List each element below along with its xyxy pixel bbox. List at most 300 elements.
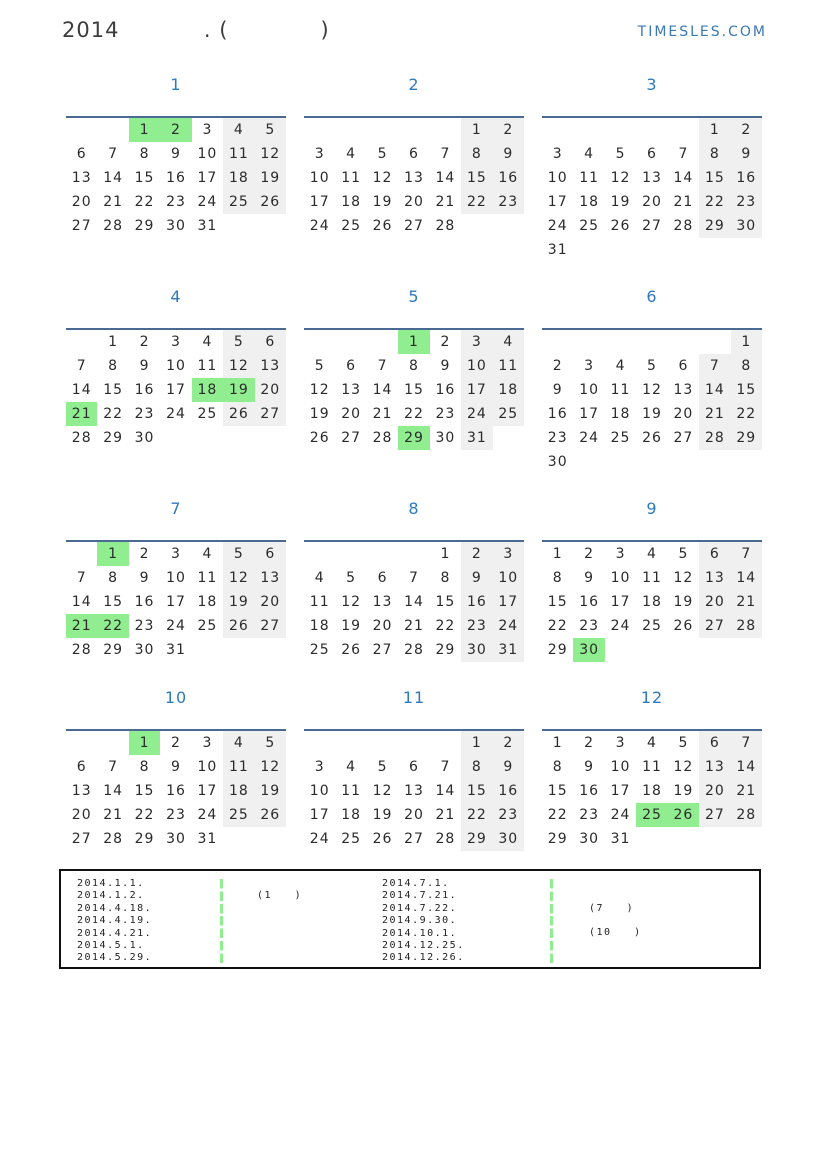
day-cell: 3 bbox=[615, 735, 626, 751]
day-cell: 25 bbox=[341, 218, 362, 234]
day-cell: 18 bbox=[579, 194, 600, 210]
day-cell: 13 bbox=[699, 755, 730, 779]
day-cell: 29 bbox=[134, 831, 155, 847]
day-cell: 15 bbox=[134, 170, 155, 186]
empty-cell bbox=[304, 118, 335, 142]
legend-right-dates bbox=[382, 878, 465, 965]
day-cell: 17 bbox=[197, 170, 218, 186]
legend-label-right-2: (10 ) bbox=[589, 927, 642, 938]
day-cell: 23 bbox=[166, 194, 186, 210]
day-cell: 29 bbox=[547, 831, 568, 847]
day-cell: 26 bbox=[223, 614, 254, 638]
day-cell: 22 bbox=[435, 618, 456, 634]
day-cell: 28 bbox=[404, 642, 424, 658]
legend-date: 2014.9.30. bbox=[382, 915, 458, 927]
day-cell: 18 bbox=[341, 194, 362, 210]
day-cell: 28 bbox=[435, 218, 456, 234]
month-grid bbox=[304, 729, 524, 851]
legend-date: 2014.5.1. bbox=[77, 940, 145, 952]
day-cell: 28 bbox=[699, 426, 730, 450]
day-cell: 5 bbox=[377, 759, 388, 775]
day-cell: 24 bbox=[166, 618, 186, 634]
empty-cell bbox=[66, 118, 97, 142]
month-grid bbox=[542, 328, 762, 474]
empty-cell bbox=[367, 731, 398, 755]
day-cell: 29 bbox=[699, 214, 730, 238]
legend-date: 2014.12.26. bbox=[382, 952, 465, 964]
day-cell: 14 bbox=[103, 783, 124, 799]
day-cell: 26 bbox=[372, 218, 393, 234]
day-cell: 17 bbox=[461, 378, 492, 402]
day-cell: 30 bbox=[493, 827, 524, 851]
day-cell: 2 bbox=[493, 731, 524, 755]
day-cell: 7 bbox=[440, 146, 451, 162]
day-cell: 27 bbox=[404, 218, 424, 234]
day-cell: 19 bbox=[341, 618, 362, 634]
day-cell: 21 bbox=[103, 807, 124, 823]
day-cell: 4 bbox=[314, 570, 325, 586]
legend-date: 2014.7.22. bbox=[382, 902, 458, 914]
day-cell: 12 bbox=[610, 170, 631, 186]
day-cell: 7 bbox=[76, 570, 87, 586]
day-cell: 3 bbox=[493, 542, 524, 566]
day-cell: 31 bbox=[493, 638, 524, 662]
day-cell: 30 bbox=[435, 430, 456, 446]
day-cell: 28 bbox=[673, 218, 694, 234]
month-title: 2 bbox=[408, 75, 420, 94]
day-cell: 22 bbox=[547, 618, 568, 634]
month-grid bbox=[304, 116, 524, 238]
day-cell: 18 bbox=[223, 166, 254, 190]
day-cell: 28 bbox=[731, 614, 762, 638]
day-cell: 26 bbox=[341, 642, 362, 658]
day-cell: 20 bbox=[71, 194, 92, 210]
day-cell: 30 bbox=[166, 218, 186, 234]
day-cell: 2 bbox=[493, 118, 524, 142]
day-cell: 28 bbox=[103, 831, 124, 847]
day-cell: 25 bbox=[579, 218, 600, 234]
day-cell: 4 bbox=[493, 330, 524, 354]
month-title: 7 bbox=[170, 499, 182, 518]
day-cell: 20 bbox=[255, 378, 286, 402]
day-cell: 16 bbox=[579, 594, 600, 610]
day-cell: 4 bbox=[346, 759, 357, 775]
day-cell: 22 bbox=[103, 406, 124, 422]
day-cell: 3 bbox=[314, 146, 325, 162]
day-cell: 23 bbox=[134, 618, 155, 634]
day-cell: 14 bbox=[435, 783, 456, 799]
day-cell: 22 bbox=[97, 614, 128, 638]
day-cell: 10 bbox=[610, 759, 631, 775]
day-cell: 16 bbox=[166, 783, 186, 799]
day-cell: 20 bbox=[699, 779, 730, 803]
day-cell: 26 bbox=[255, 803, 286, 827]
day-cell: 8 bbox=[461, 142, 492, 166]
month-grid bbox=[542, 540, 762, 662]
timesles-logo-link[interactable]: TIMESLES.COM bbox=[637, 24, 767, 40]
day-cell: 8 bbox=[461, 755, 492, 779]
month-title: 11 bbox=[402, 688, 426, 707]
day-cell: 23 bbox=[166, 807, 186, 823]
day-cell: 13 bbox=[71, 170, 92, 186]
day-cell: 29 bbox=[547, 642, 568, 658]
day-cell: 10 bbox=[309, 170, 330, 186]
month-title: 12 bbox=[640, 688, 664, 707]
day-cell: 17 bbox=[309, 807, 330, 823]
day-cell: 22 bbox=[699, 190, 730, 214]
day-cell: 31 bbox=[461, 426, 492, 450]
day-cell: 27 bbox=[699, 803, 730, 827]
day-cell: 21 bbox=[435, 194, 456, 210]
day-cell: 28 bbox=[71, 642, 92, 658]
day-cell: 4 bbox=[202, 546, 213, 562]
day-cell: 30 bbox=[573, 638, 604, 662]
legend-date: 2014.7.21. bbox=[382, 890, 458, 902]
day-cell: 3 bbox=[314, 759, 325, 775]
day-cell: 14 bbox=[71, 382, 92, 398]
day-cell: 9 bbox=[493, 755, 524, 779]
day-cell: 27 bbox=[372, 642, 393, 658]
day-cell: 20 bbox=[71, 807, 92, 823]
day-cell: 16 bbox=[547, 406, 568, 422]
day-cell: 15 bbox=[547, 783, 568, 799]
day-cell: 12 bbox=[309, 382, 330, 398]
day-cell: 24 bbox=[197, 194, 218, 210]
month-title: 4 bbox=[170, 287, 182, 306]
day-cell: 14 bbox=[673, 170, 694, 186]
legend-date: 2014.4.21. bbox=[77, 927, 153, 939]
month-12 bbox=[542, 683, 762, 851]
day-cell: 12 bbox=[642, 382, 662, 398]
day-cell: 19 bbox=[673, 783, 694, 799]
day-cell: 13 bbox=[255, 566, 286, 590]
day-cell: 1 bbox=[440, 546, 451, 562]
day-cell: 19 bbox=[255, 166, 286, 190]
day-cell: 3 bbox=[461, 330, 492, 354]
empty-cell bbox=[335, 731, 366, 755]
day-cell: 16 bbox=[435, 382, 456, 398]
day-cell: 2 bbox=[552, 358, 563, 374]
day-cell: 23 bbox=[579, 807, 600, 823]
month-5 bbox=[304, 282, 524, 450]
day-cell: 6 bbox=[647, 146, 657, 162]
day-cell: 4 bbox=[584, 146, 595, 162]
day-cell: 19 bbox=[223, 378, 254, 402]
day-cell: 24 bbox=[610, 618, 631, 634]
month-grid bbox=[304, 540, 524, 662]
day-cell: 8 bbox=[552, 570, 563, 586]
day-cell: 6 bbox=[346, 358, 357, 374]
day-cell: 6 bbox=[678, 358, 689, 374]
day-cell: 2 bbox=[139, 334, 150, 350]
day-cell: 23 bbox=[493, 803, 524, 827]
day-cell: 2 bbox=[160, 118, 191, 142]
empty-cell bbox=[542, 118, 573, 142]
month-grid bbox=[66, 328, 286, 450]
day-cell: 17 bbox=[493, 590, 524, 614]
legend-date: 2014.4.19. bbox=[77, 915, 153, 927]
day-cell: 29 bbox=[134, 218, 155, 234]
day-cell: 17 bbox=[166, 382, 186, 398]
day-cell: 22 bbox=[134, 194, 155, 210]
day-cell: 15 bbox=[404, 382, 424, 398]
empty-cell bbox=[573, 118, 604, 142]
day-cell: 2 bbox=[584, 735, 595, 751]
day-cell: 13 bbox=[404, 783, 424, 799]
day-cell: 17 bbox=[579, 406, 600, 422]
day-cell: 18 bbox=[192, 378, 223, 402]
day-cell: 1 bbox=[552, 735, 563, 751]
day-cell: 1 bbox=[731, 330, 762, 354]
day-cell: 21 bbox=[66, 402, 97, 426]
empty-cell bbox=[335, 330, 366, 354]
day-cell: 18 bbox=[642, 783, 662, 799]
empty-cell bbox=[398, 542, 429, 566]
empty-cell bbox=[573, 330, 604, 354]
day-cell: 30 bbox=[461, 638, 492, 662]
day-cell: 10 bbox=[610, 570, 631, 586]
day-cell: 17 bbox=[610, 783, 631, 799]
day-cell: 23 bbox=[731, 190, 762, 214]
day-cell: 27 bbox=[341, 430, 362, 446]
empty-cell bbox=[605, 330, 636, 354]
day-cell: 2 bbox=[440, 334, 451, 350]
day-cell: 18 bbox=[223, 779, 254, 803]
day-cell: 23 bbox=[547, 430, 568, 446]
day-cell: 4 bbox=[647, 735, 657, 751]
month-grid bbox=[542, 729, 762, 851]
day-cell: 24 bbox=[493, 614, 524, 638]
day-cell: 13 bbox=[341, 382, 362, 398]
day-cell: 1 bbox=[398, 330, 429, 354]
day-cell: 31 bbox=[197, 218, 218, 234]
day-cell: 19 bbox=[372, 194, 393, 210]
day-cell: 30 bbox=[134, 642, 155, 658]
day-cell: 25 bbox=[223, 190, 254, 214]
day-cell: 20 bbox=[255, 590, 286, 614]
day-cell: 9 bbox=[171, 146, 181, 162]
day-cell: 28 bbox=[103, 218, 124, 234]
day-cell: 21 bbox=[731, 779, 762, 803]
day-cell: 9 bbox=[440, 358, 451, 374]
day-cell: 21 bbox=[731, 590, 762, 614]
day-cell: 8 bbox=[699, 142, 730, 166]
legend-box bbox=[59, 869, 761, 969]
day-cell: 18 bbox=[341, 807, 362, 823]
day-cell: 7 bbox=[409, 570, 419, 586]
day-cell: 29 bbox=[435, 642, 456, 658]
day-cell: 22 bbox=[404, 406, 424, 422]
empty-cell bbox=[367, 118, 398, 142]
day-cell: 14 bbox=[435, 170, 456, 186]
day-cell: 8 bbox=[139, 759, 150, 775]
day-cell: 10 bbox=[197, 759, 218, 775]
day-cell: 9 bbox=[171, 759, 181, 775]
empty-cell bbox=[398, 118, 429, 142]
month-title: 8 bbox=[408, 499, 420, 518]
day-cell: 26 bbox=[610, 218, 631, 234]
day-cell: 15 bbox=[461, 166, 492, 190]
day-cell: 11 bbox=[642, 759, 662, 775]
day-cell: 30 bbox=[134, 430, 155, 446]
day-cell: 26 bbox=[223, 402, 254, 426]
day-cell: 3 bbox=[202, 735, 213, 751]
day-cell: 10 bbox=[197, 146, 218, 162]
day-cell: 19 bbox=[610, 194, 631, 210]
day-cell: 24 bbox=[166, 406, 186, 422]
day-cell: 1 bbox=[129, 118, 160, 142]
day-cell: 28 bbox=[435, 831, 456, 847]
month-grid bbox=[542, 116, 762, 262]
day-cell: 12 bbox=[255, 755, 286, 779]
day-cell: 1 bbox=[461, 731, 492, 755]
day-cell: 5 bbox=[678, 546, 689, 562]
day-cell: 9 bbox=[139, 358, 150, 374]
day-cell: 12 bbox=[341, 594, 362, 610]
day-cell: 17 bbox=[610, 594, 631, 610]
day-cell: 1 bbox=[129, 731, 160, 755]
day-cell: 24 bbox=[309, 218, 330, 234]
day-cell: 11 bbox=[579, 170, 600, 186]
empty-cell bbox=[367, 330, 398, 354]
day-cell: 25 bbox=[197, 618, 218, 634]
day-cell: 26 bbox=[255, 190, 286, 214]
day-cell: 17 bbox=[309, 194, 330, 210]
day-cell: 7 bbox=[731, 542, 762, 566]
day-cell: 27 bbox=[642, 218, 662, 234]
day-cell: 5 bbox=[678, 735, 689, 751]
day-cell: 10 bbox=[166, 570, 186, 586]
day-cell: 15 bbox=[103, 382, 124, 398]
day-cell: 11 bbox=[223, 755, 254, 779]
month-title: 9 bbox=[646, 499, 658, 518]
day-cell: 15 bbox=[547, 594, 568, 610]
month-title: 3 bbox=[646, 75, 658, 94]
day-cell: 1 bbox=[552, 546, 563, 562]
legend-date: 2014.1.2. bbox=[77, 890, 145, 902]
day-cell: 24 bbox=[610, 807, 631, 823]
day-cell: 10 bbox=[309, 783, 330, 799]
day-cell: 24 bbox=[579, 430, 600, 446]
day-cell: 3 bbox=[584, 358, 595, 374]
day-cell: 2 bbox=[731, 118, 762, 142]
month-grid bbox=[66, 729, 286, 851]
empty-cell bbox=[97, 731, 128, 755]
day-cell: 5 bbox=[615, 146, 626, 162]
day-cell: 23 bbox=[461, 614, 492, 638]
day-cell: 1 bbox=[461, 118, 492, 142]
day-cell: 7 bbox=[731, 731, 762, 755]
empty-cell bbox=[605, 118, 636, 142]
day-cell: 9 bbox=[552, 382, 563, 398]
month-4 bbox=[66, 282, 286, 450]
day-cell: 1 bbox=[97, 542, 128, 566]
day-cell: 7 bbox=[377, 358, 388, 374]
month-grid bbox=[66, 116, 286, 238]
month-2 bbox=[304, 70, 524, 238]
empty-cell bbox=[304, 731, 335, 755]
day-cell: 9 bbox=[493, 142, 524, 166]
empty-cell bbox=[335, 542, 366, 566]
day-cell: 17 bbox=[166, 594, 186, 610]
day-cell: 18 bbox=[493, 378, 524, 402]
day-cell: 5 bbox=[346, 570, 357, 586]
empty-cell bbox=[430, 731, 461, 755]
day-cell: 3 bbox=[202, 122, 213, 138]
day-cell: 16 bbox=[134, 382, 155, 398]
day-cell: 13 bbox=[673, 382, 694, 398]
empty-cell bbox=[335, 118, 366, 142]
day-cell: 15 bbox=[134, 783, 155, 799]
day-cell: 24 bbox=[461, 402, 492, 426]
day-cell: 4 bbox=[346, 146, 357, 162]
day-cell: 27 bbox=[673, 430, 694, 446]
month-6 bbox=[542, 282, 762, 474]
day-cell: 2 bbox=[461, 542, 492, 566]
empty-cell bbox=[636, 330, 667, 354]
legend-holiday-bar-right bbox=[550, 879, 553, 965]
day-cell: 27 bbox=[255, 614, 286, 638]
day-cell: 21 bbox=[372, 406, 393, 422]
day-cell: 21 bbox=[66, 614, 97, 638]
legend-label-right-1: (7 ) bbox=[589, 903, 635, 914]
day-cell: 22 bbox=[547, 807, 568, 823]
day-cell: 11 bbox=[223, 142, 254, 166]
day-cell: 4 bbox=[202, 334, 213, 350]
day-cell: 28 bbox=[372, 430, 393, 446]
day-cell: 20 bbox=[404, 194, 424, 210]
empty-cell bbox=[699, 330, 730, 354]
day-cell: 1 bbox=[108, 334, 119, 350]
day-cell: 13 bbox=[699, 566, 730, 590]
day-cell: 3 bbox=[615, 546, 626, 562]
day-cell: 8 bbox=[440, 570, 451, 586]
day-cell: 13 bbox=[404, 170, 424, 186]
day-cell: 24 bbox=[547, 218, 568, 234]
day-cell: 12 bbox=[255, 142, 286, 166]
day-cell: 15 bbox=[103, 594, 124, 610]
day-cell: 26 bbox=[372, 831, 393, 847]
legend-date: 2014.7.1. bbox=[382, 878, 450, 889]
empty-cell bbox=[66, 542, 97, 566]
day-cell: 11 bbox=[197, 358, 218, 374]
empty-cell bbox=[367, 542, 398, 566]
day-cell: 22 bbox=[461, 190, 492, 214]
day-cell: 4 bbox=[223, 731, 254, 755]
empty-cell bbox=[97, 118, 128, 142]
day-cell: 31 bbox=[197, 831, 218, 847]
day-cell: 30 bbox=[547, 454, 568, 470]
day-cell: 6 bbox=[699, 542, 730, 566]
day-cell: 4 bbox=[615, 358, 626, 374]
day-cell: 18 bbox=[610, 406, 631, 422]
day-cell: 27 bbox=[255, 402, 286, 426]
day-cell: 6 bbox=[699, 731, 730, 755]
day-cell: 20 bbox=[372, 618, 393, 634]
day-cell: 31 bbox=[610, 831, 631, 847]
day-cell: 20 bbox=[404, 807, 424, 823]
day-cell: 14 bbox=[731, 755, 762, 779]
page-title: 2014 . ( ) bbox=[62, 18, 330, 42]
day-cell: 27 bbox=[699, 614, 730, 638]
month-3 bbox=[542, 70, 762, 262]
day-cell: 30 bbox=[579, 831, 600, 847]
day-cell: 15 bbox=[731, 378, 762, 402]
day-cell: 20 bbox=[642, 194, 662, 210]
day-cell: 19 bbox=[255, 779, 286, 803]
day-cell: 16 bbox=[134, 594, 155, 610]
day-cell: 31 bbox=[166, 642, 186, 658]
